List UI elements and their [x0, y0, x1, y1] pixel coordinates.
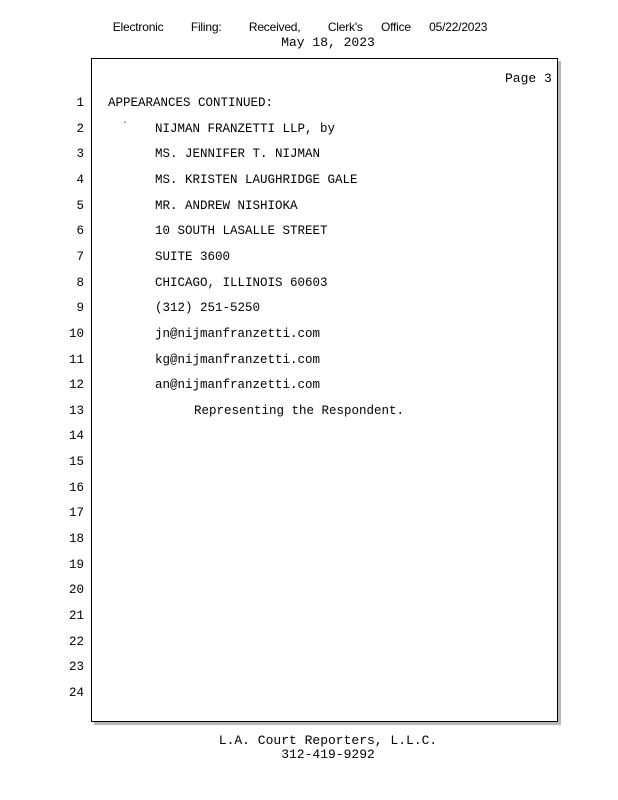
- line-number: 8: [76, 275, 84, 290]
- line-text: an@nijmanfranzetti.com: [155, 378, 321, 393]
- line-number: 10: [68, 326, 84, 341]
- line-number: 11: [68, 352, 84, 367]
- line-number: 14: [68, 429, 84, 444]
- footer-company: L.A. Court Reporters, L.L.C.: [218, 733, 438, 748]
- line-text: MS. JENNIFER T. NIJMAN: [155, 147, 321, 162]
- line-number: 13: [68, 403, 84, 418]
- line-text: MR. ANDREW NISHIOKA: [155, 198, 298, 213]
- line-number: 19: [68, 557, 84, 572]
- line-number: 18: [68, 532, 84, 547]
- line-number: 9: [76, 301, 84, 316]
- line-text: jn@nijmanfranzetti.com: [155, 326, 321, 341]
- line-number: 3: [76, 147, 84, 162]
- line-text: MS. KRISTEN LAUGHRIDGE GALE: [155, 172, 358, 187]
- line-text: APPEARANCES CONTINUED:: [108, 96, 274, 110]
- line-text: (312) 251-5250: [155, 301, 261, 316]
- line-number: 1: [76, 96, 84, 110]
- line-number: 4: [76, 172, 84, 187]
- line-number: 2: [76, 121, 84, 136]
- page-number: Page 3: [505, 71, 552, 86]
- line-text: kg@nijmanfranzetti.com: [155, 352, 321, 367]
- line-number: 7: [76, 249, 84, 264]
- footer-phone: 312-419-9292: [281, 747, 375, 762]
- filing-stamp: Electronic Filing: Received, Clerk's Office 05/22/2023: [112, 20, 488, 34]
- stray-mark: ·: [122, 118, 129, 129]
- line-number: 5: [76, 198, 84, 213]
- line-number: 21: [68, 609, 84, 623]
- transcript-date: May 18, 2023: [281, 35, 375, 50]
- line-number: 24: [68, 685, 84, 700]
- line-number: 22: [68, 634, 84, 649]
- line-number: 23: [68, 660, 84, 675]
- line-text: CHICAGO, ILLINOIS 60603: [155, 275, 328, 290]
- line-number: 12: [68, 378, 84, 393]
- line-number: 15: [68, 455, 84, 470]
- line-number: 6: [76, 224, 84, 239]
- line-text: NIJMAN FRANZETTI LLP, by: [155, 121, 336, 136]
- line-text: 10 SOUTH LASALLE STREET: [155, 224, 328, 239]
- line-text: SUITE 3600: [155, 249, 231, 264]
- line-number: 20: [68, 583, 84, 598]
- line-number: 16: [68, 480, 84, 495]
- line-number: 17: [68, 506, 84, 521]
- line-text: Representing the Respondent.: [194, 403, 405, 418]
